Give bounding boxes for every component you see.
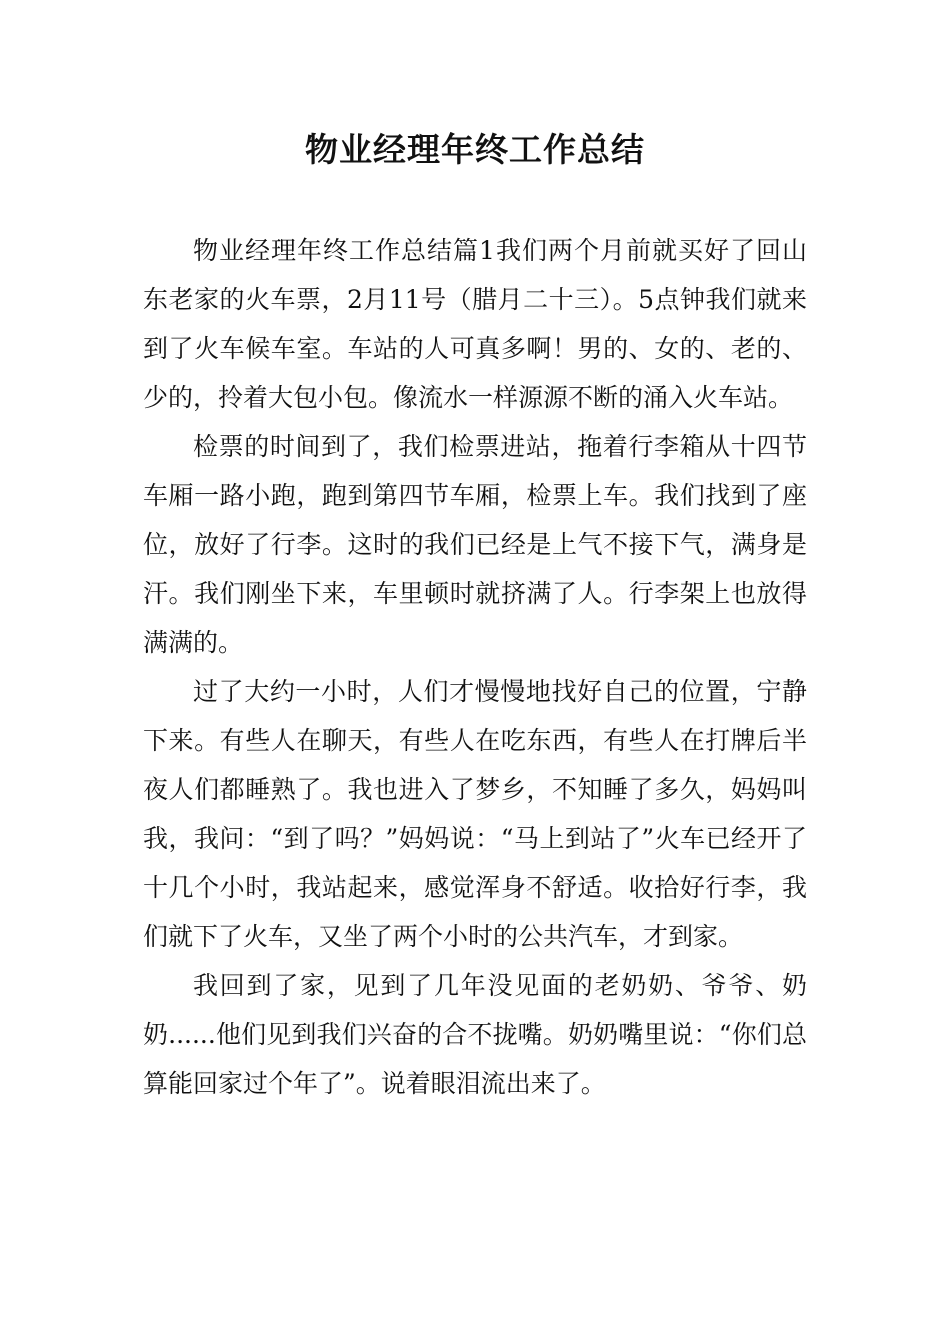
paragraph-2: 检票的时间到了，我们检票进站，拖着行李箱从十四节车厢一路小跑，跑到第四节车厢，检票上车。我们找到了座位，放好了行李。这时的我们已经是上气不接下气，满身是汗。我们刚坐下来，车里顿时就挤满了人。行李架上也放得满满的。	[143, 432, 807, 657]
document-body	[143, 226, 807, 1108]
document-title: 物业经理年终工作总结	[305, 130, 645, 169]
paragraph-3: 过了大约一小时，人们才慢慢地找好自己的位置，宁静下来。有些人在聊天，有些人在吃东西，有些人在打牌后半夜人们都睡熟了。我也进入了梦乡，不知睡了多久，妈妈叫我，我问：“到了吗？”妈妈说：“马上到站了”火车已经开了十几个小时，我站起来，感觉浑身不舒适。收拾好行李，我们就下了火车，又坐了两个小时的公共汽车，才到家。	[143, 677, 807, 951]
paragraph-4: 我回到了家，见到了几年没见面的老奶奶、爷爷、奶奶......他们见到我们兴奋的合不拢嘴。奶奶嘴里说：“你们总算能回家过个年了”。说着眼泪流出来了。	[143, 971, 807, 1098]
paragraph-1: 物业经理年终工作总结篇1我们两个月前就买好了回山东老家的火车票，2月11号（腊月二十三）。5点钟我们就来到了火车候车室。车站的人可真多啊！男的、女的、老的、少的，拎着大包小包。像流水一样源源不断的涌入火车站。	[143, 236, 807, 412]
